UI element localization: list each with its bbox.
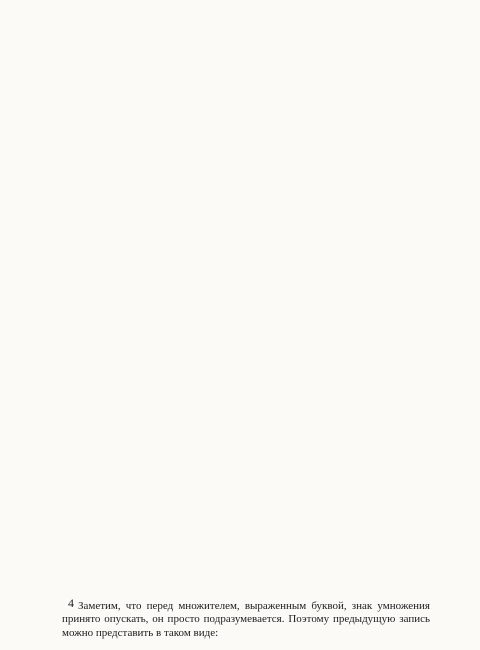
text-continuation (62, 600, 430, 640)
page-number: 4 (68, 596, 74, 610)
paragraph-note: Заметим, что перед множителем, выраженным буквой, знак умножения принято опускать, он просто подразумевается. Поэтому предыдущую запись можно представить в таком виде: (62, 600, 430, 639)
